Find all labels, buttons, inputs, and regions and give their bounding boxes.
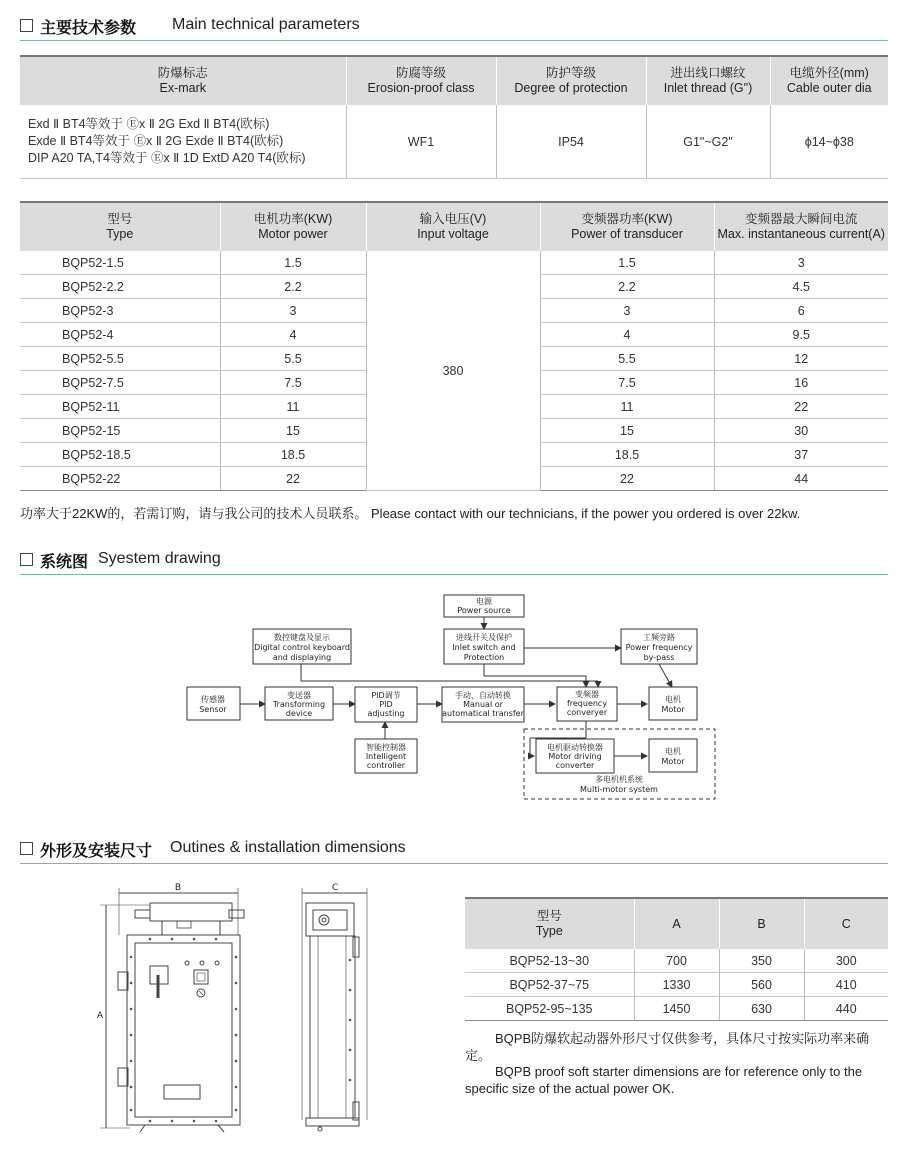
keyboard-en1: Digital control keyboard — [254, 643, 350, 652]
motor2-cn: 电机 — [665, 747, 681, 756]
table-row — [20, 251, 888, 275]
type-cell: BQP52-3 — [20, 299, 220, 323]
motor-power-cell: 5.5 — [220, 347, 366, 371]
bypass-en1: Power frequency — [625, 643, 693, 652]
dimension-b-cell: 630 — [719, 997, 804, 1021]
header-max-current: 变频器最大瞬间电流 Max. instantaneous current(A) — [714, 202, 888, 251]
dimension-c-cell: 440 — [804, 997, 888, 1021]
driving-en2: converter — [555, 761, 595, 770]
section-header-outline-dimensions — [20, 835, 888, 864]
enclosure-drawing — [0, 870, 460, 1160]
transforming-cn: 变送器 — [287, 691, 311, 700]
keyboard-cn: 数控键盘及显示 — [274, 633, 330, 642]
section-title-cn: 外形及安装尺寸 — [40, 841, 153, 860]
pid-en2: adjusting — [367, 709, 405, 718]
bypass-cn: 工频旁路 — [643, 633, 675, 642]
manual-auto-en2: automatical transfer — [442, 709, 524, 718]
max-current-cell: 4.5 — [714, 275, 888, 299]
max-current-cell: 44 — [714, 467, 888, 491]
intelligent-en2: controller — [366, 761, 406, 770]
header-type: 型号 Type — [20, 202, 220, 251]
type-cell: BQP52-15 — [20, 419, 220, 443]
header-a: A — [634, 898, 719, 949]
header-cable: 电缆外径(mm) Cable outer dia — [770, 56, 888, 105]
type-cell: BQP52-22 — [20, 467, 220, 491]
thread-value: G1"~G2" — [646, 105, 770, 179]
table-row — [465, 997, 888, 1021]
header-ex-mark: 防爆标志 Ex-mark — [20, 56, 346, 105]
section-header-main-parameters — [20, 12, 888, 41]
dimension-table — [465, 897, 888, 1021]
inlet-switch-en1: Inlet switch and — [452, 643, 516, 652]
header-input-voltage: 输入电压(V) Input voltage — [366, 202, 540, 251]
transducer-power-cell: 15 — [540, 419, 714, 443]
header-erosion: 防腐等级 Erosion-proof class — [346, 56, 496, 105]
driving-cn: 电机驱动转换器 — [547, 743, 603, 752]
motor-power-cell: 3 — [220, 299, 366, 323]
dimension-c-label: C — [331, 883, 339, 893]
motor-power-cell: 1.5 — [220, 251, 366, 275]
transforming-en2: device — [285, 709, 313, 718]
max-current-cell: 16 — [714, 371, 888, 395]
converter-cn: 变频器 — [575, 690, 599, 699]
type-cell: BQP52-18.5 — [20, 443, 220, 467]
transducer-power-cell: 22 — [540, 467, 714, 491]
section-title-en: Syestem drawing — [98, 550, 221, 567]
dimension-c-cell: 410 — [804, 973, 888, 997]
type-cell: BQP52-95~135 — [465, 997, 634, 1021]
motor-power-cell: 7.5 — [220, 371, 366, 395]
pid-en1: PID — [379, 700, 393, 709]
intelligent-cn: 智能控制器 — [366, 743, 406, 752]
power-source-cn: 电源 — [476, 597, 492, 606]
erosion-value: WF1 — [346, 105, 496, 179]
max-current-cell: 3 — [714, 251, 888, 275]
dimension-c-cell: 300 — [804, 949, 888, 973]
ex-mark-cell: Exd Ⅱ BT4等效于 Ⓔx Ⅱ 2G Exd Ⅱ BT4(欧标) Exde Ⅱ BT4等效于 Ⓔx Ⅱ 2G Exde Ⅱ BT4(欧标) DIP A20 TA,T4等效于 Ⓔx Ⅱ 1D ExtD A20 T4(欧标) — [20, 105, 346, 179]
checkbox-square-icon — [20, 842, 33, 855]
manual-auto-en1: Manual or — [463, 700, 503, 709]
header-c: C — [804, 898, 888, 949]
multi-motor-cn: 多电机机系统 — [595, 775, 643, 784]
inlet-switch-en2: Protection — [463, 653, 505, 662]
max-current-cell: 12 — [714, 347, 888, 371]
section-title-cn: 系统图 — [40, 552, 89, 571]
motor1-en: Motor — [661, 705, 685, 714]
type-cell: BQP52-37~75 — [465, 973, 634, 997]
pid-cn: PID调节 — [371, 691, 401, 700]
multi-motor-en: Multi-motor system — [580, 785, 658, 794]
section-title-cn: 主要技术参数 — [40, 18, 137, 37]
input-voltage-cell: 380 — [366, 251, 540, 491]
dimension-a-cell: 700 — [634, 949, 719, 973]
header-protection: 防护等级 Degree of protection — [496, 56, 646, 105]
transducer-power-cell: 3 — [540, 299, 714, 323]
system-diagram — [0, 585, 900, 805]
checkbox-square-icon — [20, 553, 33, 566]
max-current-cell: 37 — [714, 443, 888, 467]
transducer-power-cell: 18.5 — [540, 443, 714, 467]
max-current-cell: 9.5 — [714, 323, 888, 347]
max-current-cell: 6 — [714, 299, 888, 323]
transducer-power-cell: 7.5 — [540, 371, 714, 395]
transducer-power-cell: 5.5 — [540, 347, 714, 371]
motor1-cn: 电机 — [665, 695, 681, 704]
model-table — [20, 201, 888, 491]
transducer-power-cell: 4 — [540, 323, 714, 347]
section-header-system-drawing — [20, 546, 888, 575]
table-row — [465, 949, 888, 973]
type-cell: BQP52-2.2 — [20, 275, 220, 299]
sensor-cn: 传感器 — [201, 695, 225, 704]
header-b: B — [719, 898, 804, 949]
transducer-power-cell: 1.5 — [540, 251, 714, 275]
type-cell: BQP52-11 — [20, 395, 220, 419]
sensor-en: Sensor — [199, 705, 227, 714]
power-source-en: Power source — [457, 606, 511, 615]
transforming-en1: Transforming — [272, 700, 326, 709]
type-cell: BQP52-4 — [20, 323, 220, 347]
type-cell: BQP52-1.5 — [20, 251, 220, 275]
section-title-en: Outines & installation dimensions — [170, 839, 406, 856]
main-parameters-table — [20, 55, 888, 179]
motor-power-cell: 11 — [220, 395, 366, 419]
keyboard-en2: and displaying — [272, 653, 332, 662]
protection-value: IP54 — [496, 105, 646, 179]
manual-auto-cn: 手动、自动转换 — [455, 691, 511, 700]
motor-power-cell: 4 — [220, 323, 366, 347]
dimension-b-cell: 350 — [719, 949, 804, 973]
dimension-a-label: A — [96, 1011, 104, 1021]
header-transducer-power: 变频器功率(KW) Power of transducer — [540, 202, 714, 251]
intelligent-en1: Intelligent — [365, 752, 407, 761]
header-motor-power: 电机功率(KW) Motor power — [220, 202, 366, 251]
power-note: 功率大于22KW的，若需订购，请与我公司的技术人员联系。 Please contact with our technicians, if the power you ordered is over 22kw. — [20, 506, 801, 521]
dimension-note-cn: BQPB防爆软起动器外形尺寸仅供参考，具体尺寸按实际功率来确定。 — [465, 1031, 870, 1063]
dimension-b-label: B — [174, 883, 182, 893]
motor-power-cell: 18.5 — [220, 443, 366, 467]
converter-en1: frequency — [566, 699, 608, 708]
driving-en1: Motor driving — [548, 752, 602, 761]
dimension-note-en: BQPB proof soft starter dimensions are for reference only to the specific size of the actual power OK. — [465, 1064, 863, 1096]
transducer-power-cell: 2.2 — [540, 275, 714, 299]
header-type: 型号 Type — [465, 898, 634, 949]
cable-value: ϕ14~ϕ38 — [770, 105, 888, 179]
type-cell: BQP52-5.5 — [20, 347, 220, 371]
dimension-a-cell: 1330 — [634, 973, 719, 997]
motor-power-cell: 22 — [220, 467, 366, 491]
dimension-a-cell: 1450 — [634, 997, 719, 1021]
checkbox-square-icon — [20, 19, 33, 32]
bypass-en2: by-pass — [643, 653, 675, 662]
table-row — [465, 973, 888, 997]
max-current-cell: 22 — [714, 395, 888, 419]
section-title-en: Main technical parameters — [172, 16, 360, 33]
converter-en2: converyer — [566, 708, 608, 717]
inlet-switch-cn: 进线开关及保护 — [456, 633, 512, 642]
motor-power-cell: 2.2 — [220, 275, 366, 299]
motor2-en: Motor — [661, 757, 685, 766]
max-current-cell: 30 — [714, 419, 888, 443]
transducer-power-cell: 11 — [540, 395, 714, 419]
type-cell: BQP52-7.5 — [20, 371, 220, 395]
dimension-b-cell: 560 — [719, 973, 804, 997]
type-cell: BQP52-13~30 — [465, 949, 634, 973]
header-thread: 进出线口螺纹 Inlet thread (G") — [646, 56, 770, 105]
motor-power-cell: 15 — [220, 419, 366, 443]
